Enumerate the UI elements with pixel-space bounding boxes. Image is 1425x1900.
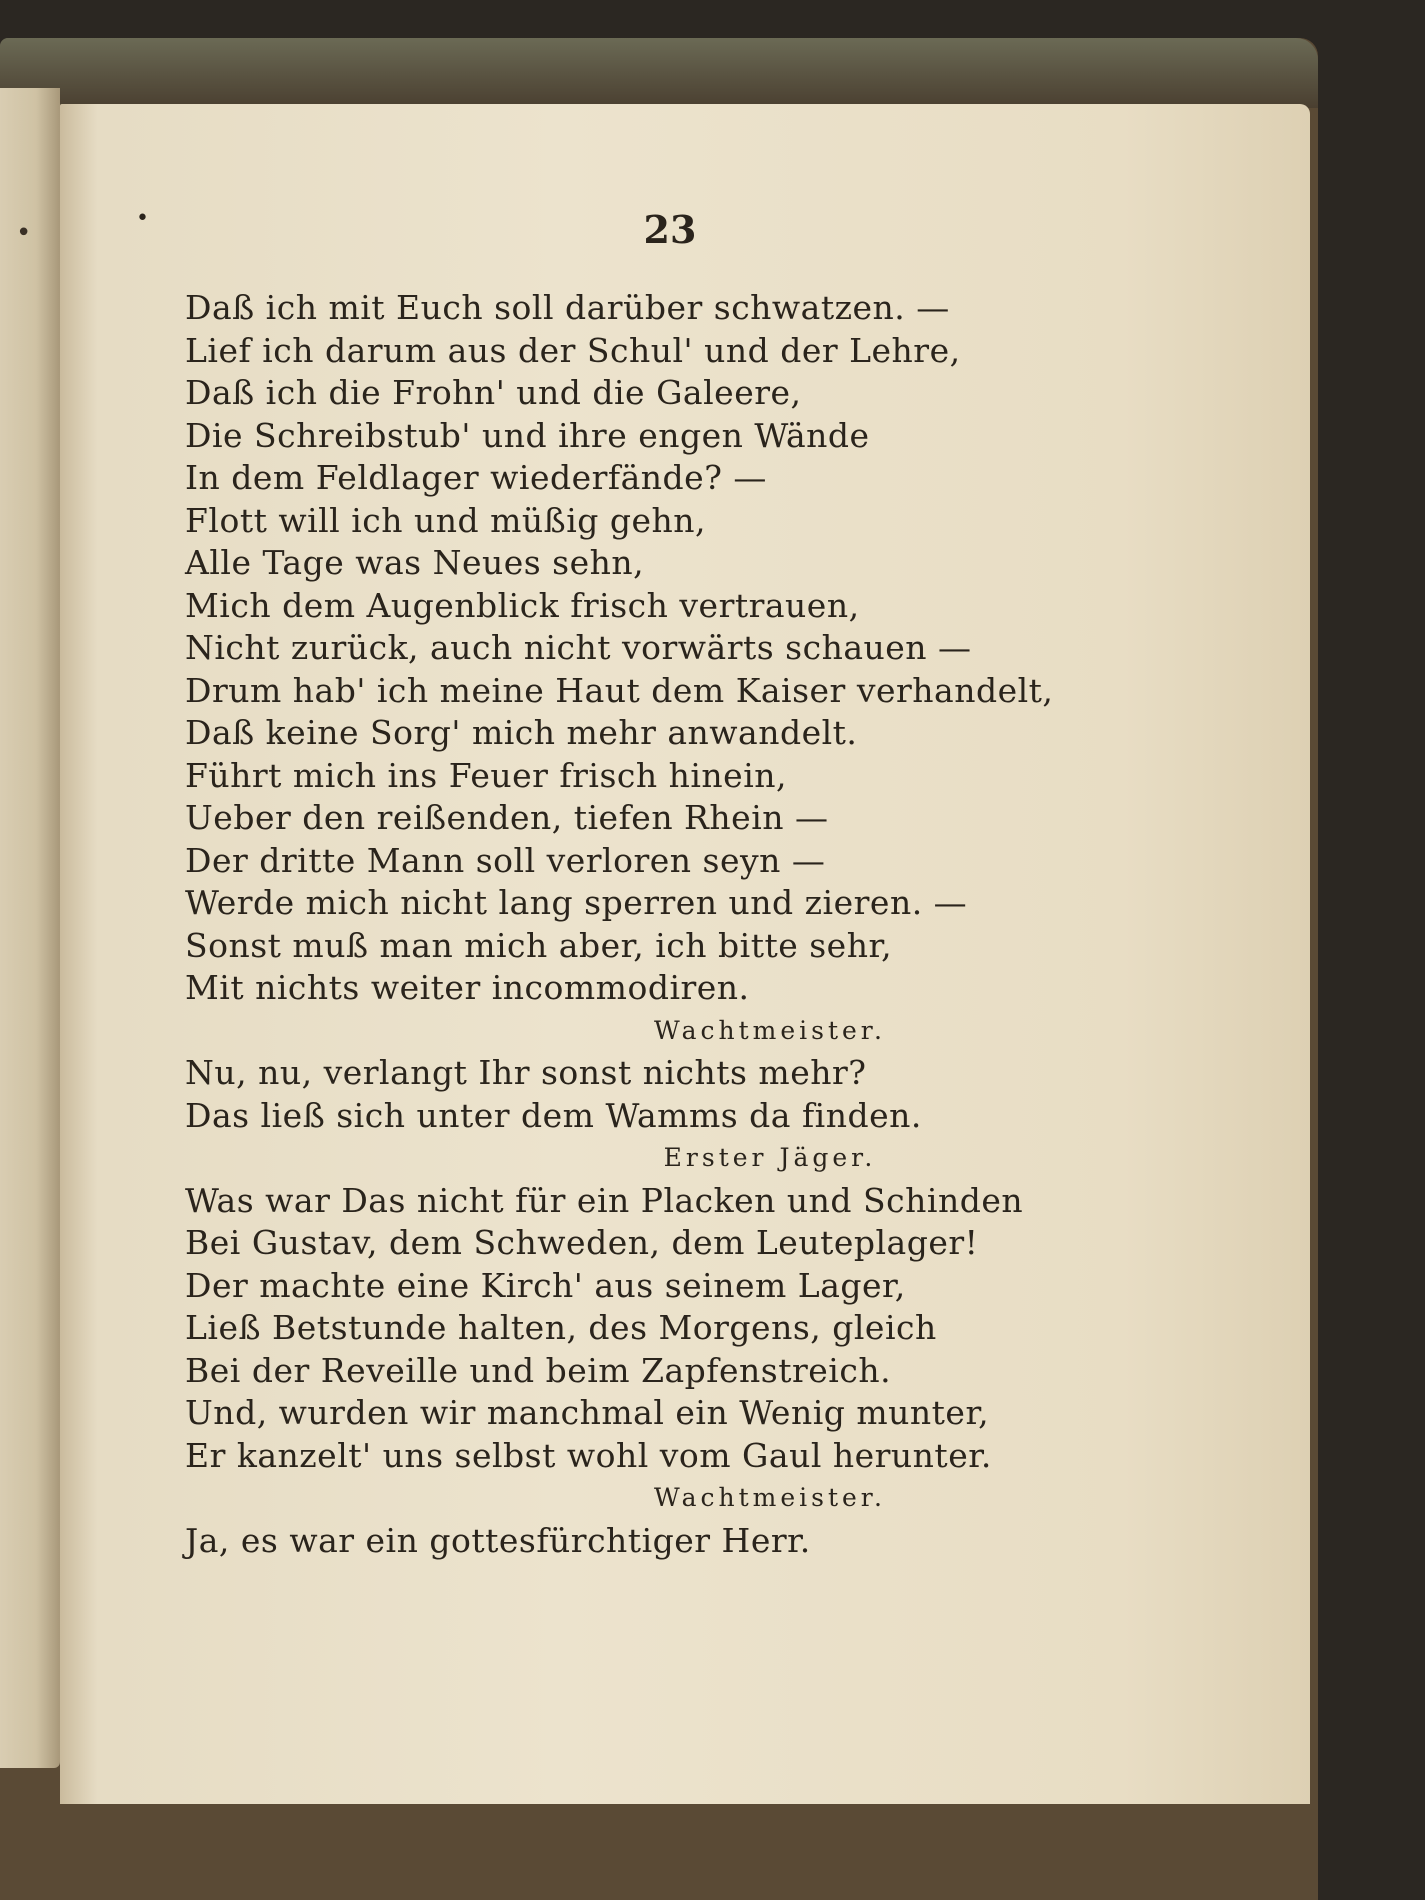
verse-line: Mit nichts weiter incommodiren. [185,968,750,1007]
verse-line: Sonst muß man mich aber, ich bitte sehr, [185,925,893,965]
verse-line: Alle Tage was Neues sehn, [185,543,645,582]
page-dot-mark: • [136,206,149,231]
verse-line: Flott will ich und müßig gehn, [185,500,707,540]
speaker-name: Wachtmeister. [654,1015,886,1045]
verse-line: Drum hab' ich meine Haut dem Kaiser verhandelt, [185,670,1054,710]
verse-line: Der dritte Mann soll verloren seyn — [185,840,826,880]
verse-line: Werde mich nicht lang sperren und zieren. — [185,883,968,922]
verse-line: Bei der Reveille und beim Zapfenstreich. [185,1350,892,1390]
page-number: 23 [643,207,697,252]
verse-line: Er kanzelt' uns selbst wohl vom Gaul herunter. [185,1435,992,1475]
verse-line: Führt mich ins Feuer frisch hinein, [185,755,787,795]
verse-line: Die Schreibstub' und ihre engen Wände [185,415,870,455]
verse-line: Mich dem Augenblick frisch vertrauen, [185,585,860,625]
verse-line: Ja, es war ein gottesfürchtiger Herr. [185,1520,811,1560]
verse-line: Was war Das nicht für ein Placken und Schinden [185,1180,1024,1220]
facing-page-edge [0,88,60,1768]
book-cover-top [0,38,1318,108]
verse-line: Und, wurden wir manchmal ein Wenig munter, [185,1393,990,1432]
verse-line: Daß ich die Frohn' und die Galeere, [185,373,802,412]
verse-line: In dem Feldlager wiederfände? — [185,458,767,497]
verse-line: Ließ Betstunde halten, des Morgens, gleich [185,1308,937,1347]
verse-line: Der machte eine Kirch' aus seinem Lager, [185,1265,906,1305]
verse-line: Nu, nu, verlangt Ihr sonst nichts mehr? [185,1053,867,1092]
page-text [185,287,1225,1562]
verse-line: Das ließ sich unter dem Wamms da finden. [185,1095,922,1135]
verse-line: Daß ich mit Euch soll darüber schwatzen. — [185,288,950,327]
speaker-name: Wachtmeister. [654,1483,886,1512]
facing-page-mark: • [16,218,32,248]
verse-line: Nicht zurück, auch nicht vorwärts schauen — [185,628,972,667]
verse-line: Lief ich darum aus der Schul' und der Lehre, [185,330,961,370]
speaker-name: Erster Jäger. [663,1143,877,1172]
verse-line: Daß keine Sorg' mich mehr anwandelt. [185,713,858,752]
verse-line: Ueber den reißenden, tiefen Rhein — [185,798,829,837]
verse-line: Bei Gustav, dem Schweden, dem Leuteplager! [185,1223,979,1262]
